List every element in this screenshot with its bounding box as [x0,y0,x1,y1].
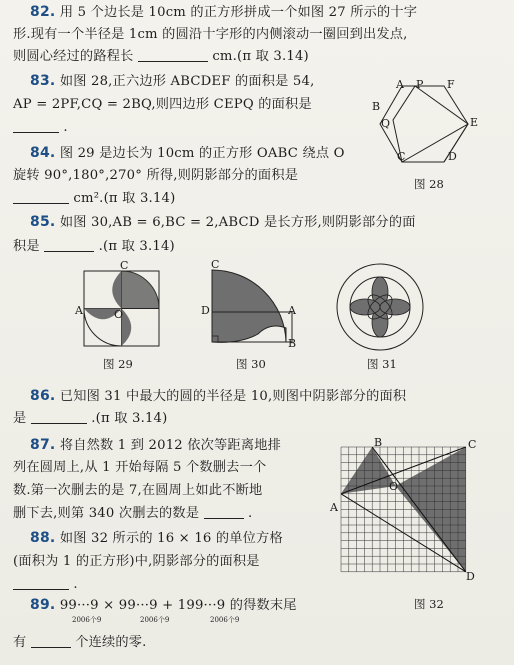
problem-86-line-1 [30,387,406,406]
problem-text: 列在圆周上,从 1 开始每隔 5 个数删去一个 [13,460,267,475]
figure-caption: 图 28 [414,177,444,191]
point-label-a: A [396,78,404,91]
problem-text: cm².(π 取 3.14) [73,191,176,206]
problem-83-line-2 [13,96,312,114]
problem-text: . [63,120,68,135]
figure-31-concentric-flower [335,262,425,352]
point-label-e: E [470,116,479,129]
problem-expression: 99···9 × 99···9 + 199···9 的得数末尾 [59,598,297,613]
problem-text: 是 [13,411,27,426]
problem-text: 旋转 90°,180°,270° 所得,则阴影部分的面积是 [13,168,299,183]
point-label-q: Q [381,117,391,130]
problem-88-line-2 [13,553,260,571]
answer-blank[interactable] [31,635,71,648]
problem-text: 删下去,则第 340 次删去的数是 [13,506,200,521]
point-label-b: B [288,337,297,350]
underbrace-note: 2006个9 [210,616,240,624]
figure-32-grid [340,446,466,572]
problem-text: 用 5 个边长是 10cm 的正方形拼成一个如图 27 所示的十字 [59,5,418,20]
problem-text: 积是 [13,239,40,254]
problem-text: 将自然数 1 到 2012 依次等距离地排 [59,438,281,453]
problem-text: (面积为 1 的正方形)中,阴影部分的面积是 [13,554,260,569]
problem-89-line-2 [13,634,147,652]
problem-number: 84. [30,145,56,161]
problem-82-line-3 [13,48,309,66]
figure-caption: 图 29 [103,357,133,371]
point-label-c: C [468,438,477,451]
problem-text: . [73,577,78,592]
problem-number: 86. [30,388,56,404]
problem-number: 82. [30,4,56,20]
point-label-c: C [211,258,220,271]
answer-blank[interactable] [31,411,87,424]
point-label-d: D [201,304,210,317]
point-label-f: F [447,78,455,91]
figure-29-rotated-squares [83,270,173,350]
problem-84-line-1 [30,144,345,163]
problem-87-line-4 [13,505,252,523]
problem-84-line-3 [13,190,175,208]
point-label-c: C [120,259,129,272]
problem-text: .(π 取 3.14) [91,411,168,426]
problem-text: 已知图 31 中最大的圆的半径是 10,则图中阴影部分的面积 [59,389,407,404]
problem-82-line-2 [13,26,408,44]
answer-blank[interactable] [13,191,69,204]
problem-text: 个连续的零. [75,635,147,650]
figure-caption: 图 30 [236,357,266,371]
problem-85-line-1 [30,213,416,232]
problem-text: AP = 2PF,CQ = 2BQ,则四边形 CEPQ 的面积是 [13,97,312,112]
problem-86-line-2 [13,410,168,428]
problem-text: 图 29 是边长为 10cm 的正方形 OABC 绕点 O [59,146,345,161]
problem-number: 87. [30,437,56,453]
problem-text: cm.(π 取 3.14) [212,49,309,64]
problem-number: 85. [30,214,56,230]
underbrace-note: 2006个9 [140,616,170,624]
problem-87-line-3 [13,482,262,500]
problem-85-line-2 [13,238,175,256]
point-label-d: D [466,570,475,583]
problem-84-line-2 [13,167,298,185]
problem-text: 如图 30,AB = 6,BC = 2,ABCD 是长方形,则阴影部分的面 [59,215,416,230]
problem-88-line-1 [30,529,283,548]
answer-blank[interactable] [44,239,94,252]
problem-text: 如图 32 所示的 16 × 16 的单位方格 [59,531,283,546]
point-label-a: A [288,304,296,317]
figure-caption: 图 31 [367,357,397,371]
point-label-p: P [416,78,424,91]
problem-text: 数.第一次删去的是 7,在圆周上如此不断地 [13,483,263,498]
problem-83-line-3 [13,119,68,137]
point-label-o: O [114,308,124,321]
problem-87-line-1 [30,436,281,455]
problem-83-line-1 [30,72,315,91]
problem-text: .(π 取 3.14) [98,239,175,254]
problem-87-line-2 [13,459,266,477]
point-label-a: A [75,304,83,317]
answer-blank[interactable] [138,49,208,62]
underbrace-note: 2006个9 [72,616,102,624]
answer-blank[interactable] [13,120,59,133]
figure-28-hexagon [384,80,484,190]
point-label-c: C [397,150,406,163]
point-label-d: D [448,150,457,163]
problem-number: 83. [30,73,56,89]
problem-text: . [248,506,253,521]
problem-88-line-3 [13,576,78,594]
problem-number: 88. [30,530,56,546]
answer-blank[interactable] [204,506,244,519]
problem-text: 有 [13,635,27,650]
point-label-b: B [374,436,383,449]
point-label-a: A [330,501,338,514]
answer-blank[interactable] [13,577,69,590]
problem-text: 如图 28,正六边形 ABCDEF 的面积是 54, [59,74,315,89]
problem-number: 89. [30,597,56,613]
figure-caption: 图 32 [414,597,444,611]
point-label-o: O [389,480,399,493]
problem-82-line-1 [30,3,417,22]
point-label-b: B [372,100,381,113]
problem-89-line-1 [30,596,297,615]
problem-text: 形.现有一个半径是 1cm 的圆沿十字形的内侧滚动一圈回到出发点, [13,27,408,42]
problem-text: 则圆心经过的路程长 [13,49,134,64]
